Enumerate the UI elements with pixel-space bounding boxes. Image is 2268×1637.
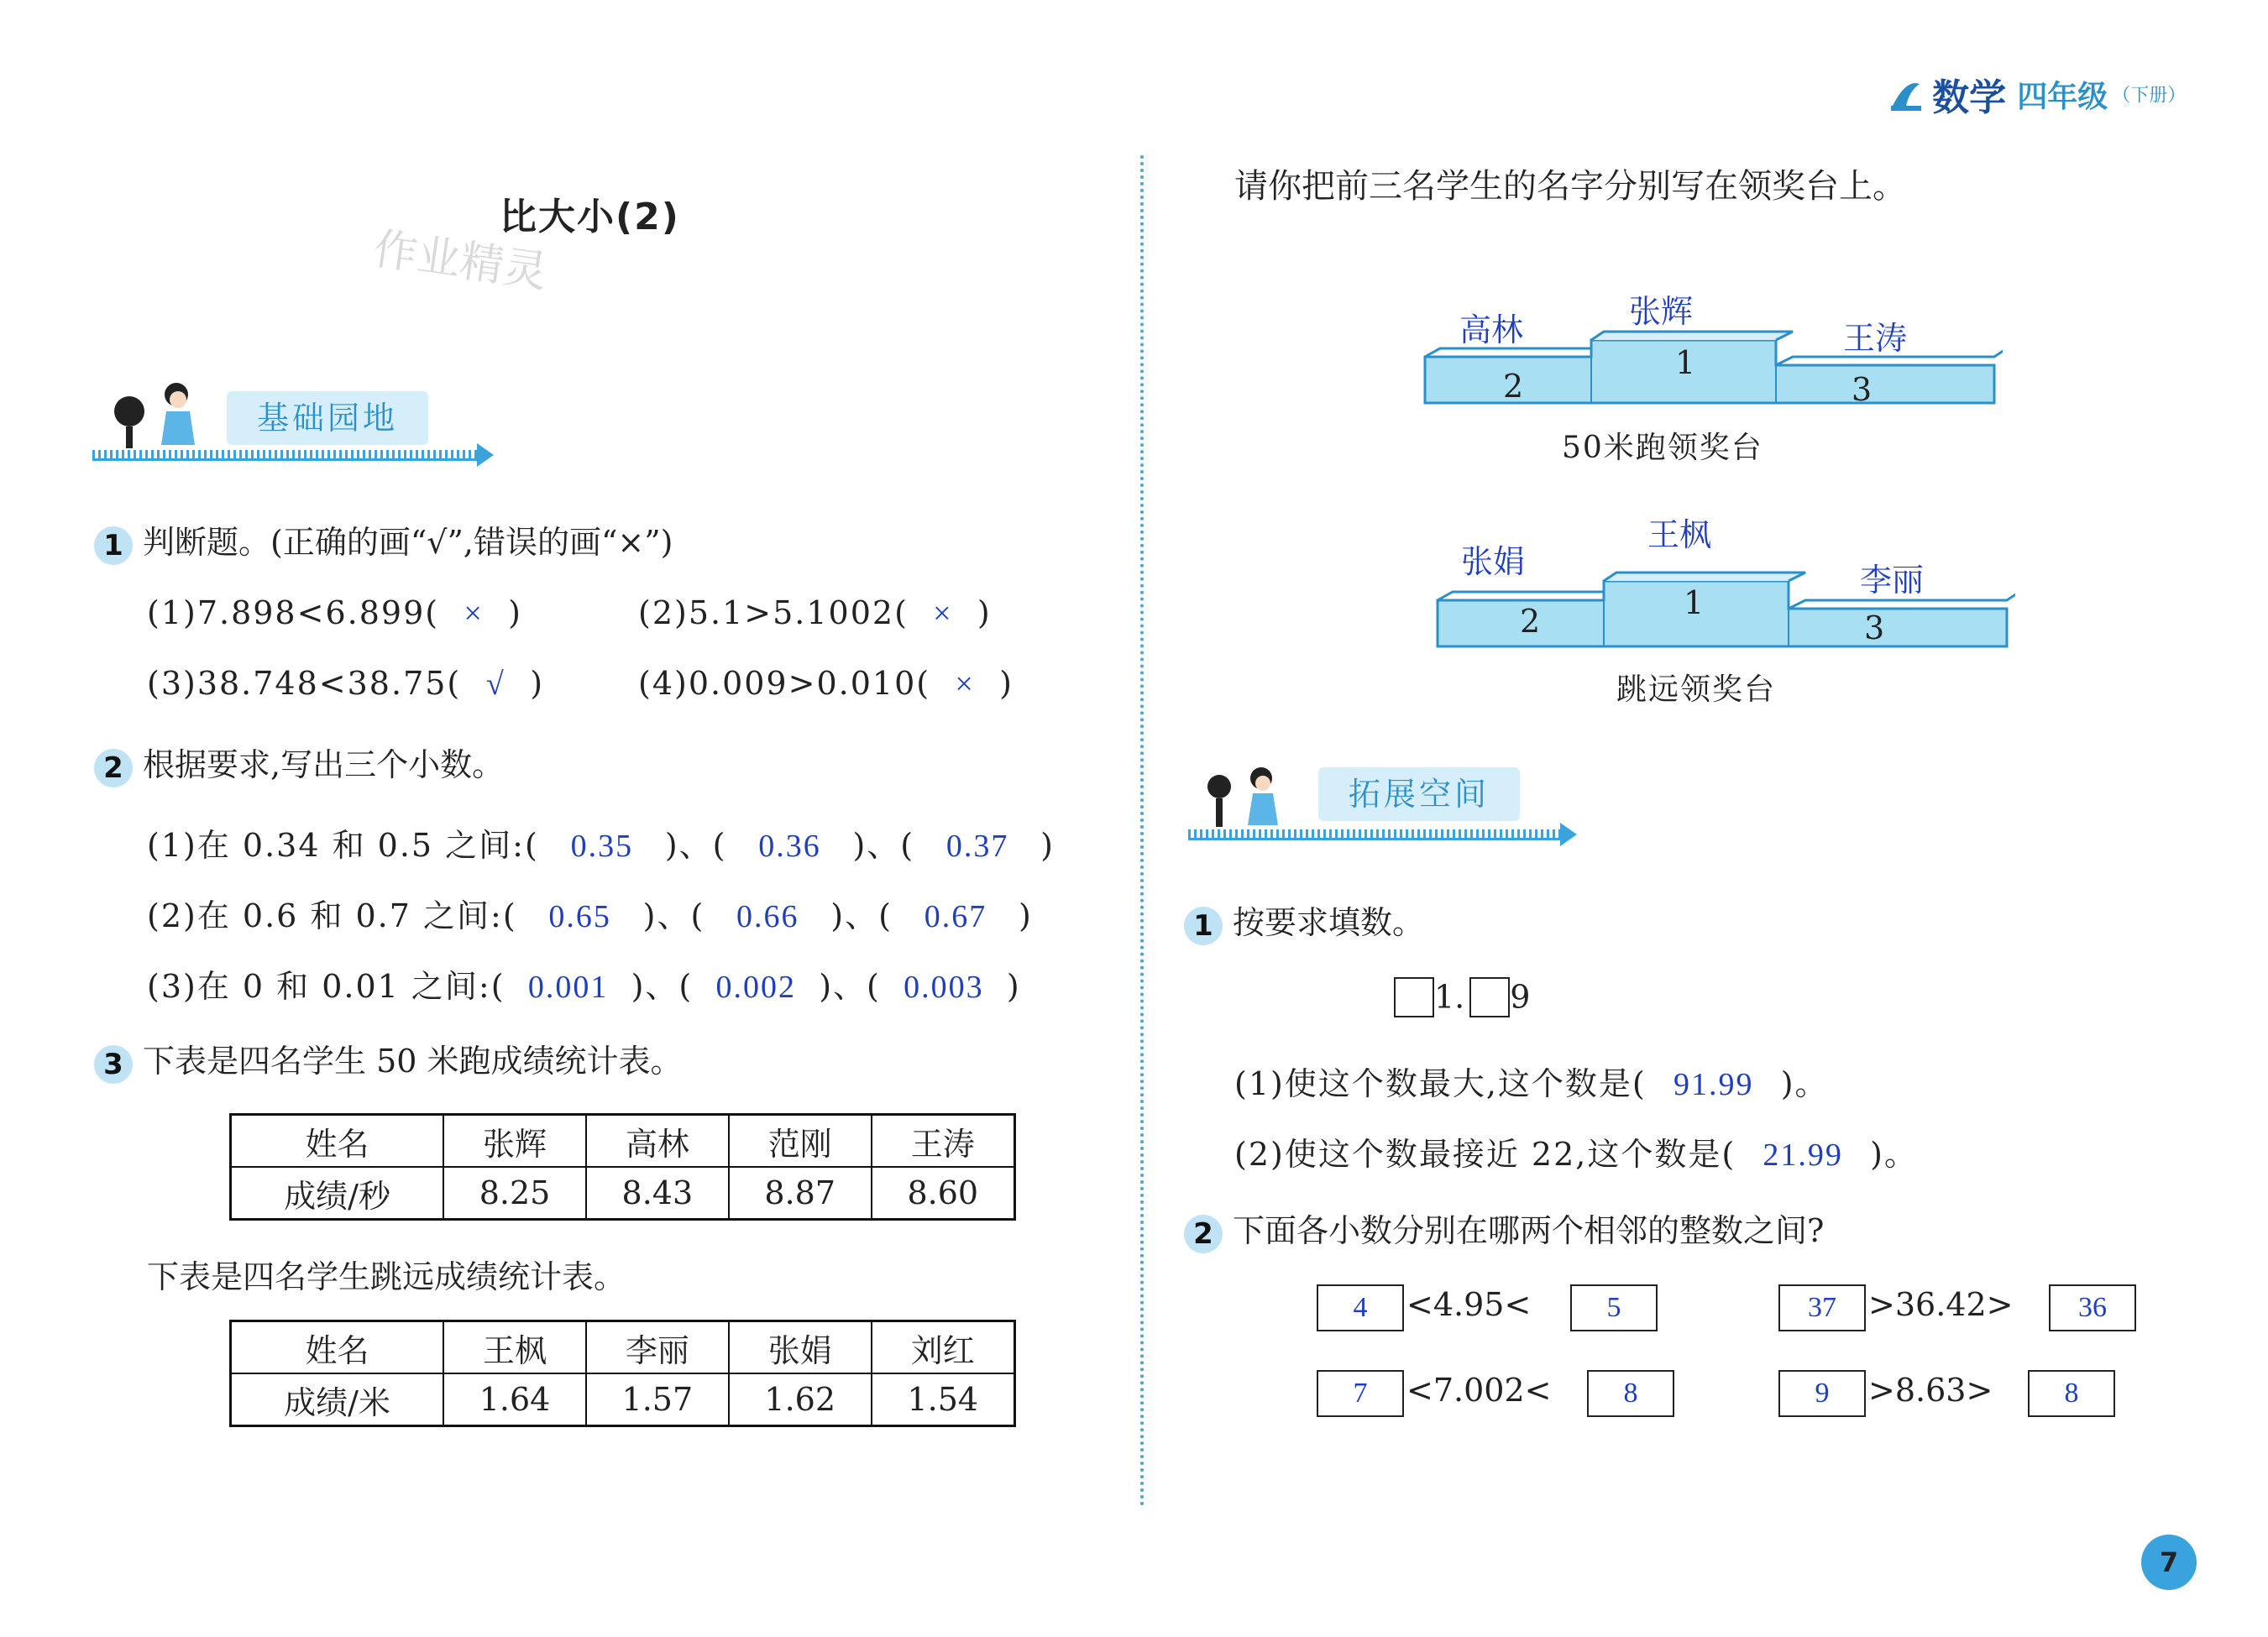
ext2-row3-left-box: 7 xyxy=(1317,1370,1404,1417)
q2-item-3-answer-3: 0.003 xyxy=(904,970,984,1005)
table-cell: 8.25 xyxy=(443,1167,586,1220)
q1-item-2-answer: × xyxy=(933,596,953,631)
podium-run-first-name: 张辉 xyxy=(1629,293,1694,330)
q1-number: 1 xyxy=(94,526,133,565)
ext2-row2-expr: >36.42> xyxy=(1868,1286,2014,1323)
table-cell: 姓名 xyxy=(231,1321,444,1374)
q1-item-1-text: (1)7.898<6.899( xyxy=(147,594,440,631)
q2-item-1-answer-1: 0.35 xyxy=(570,829,634,864)
table-cell: 张辉 xyxy=(443,1115,586,1168)
ext2-row1-expr: <4.95< xyxy=(1406,1286,1532,1323)
ext2-row2-right-box: 36 xyxy=(2049,1284,2136,1331)
q2-item-1: (1)在 0.34 和 0.5 之间:( 0.35 )、( 0.36 )、( 0.37 ) xyxy=(147,827,1055,864)
q1-item-3-close: ) xyxy=(530,665,545,702)
q2-prompt-text: 根据要求,写出三个小数。 xyxy=(143,746,505,783)
q1-item-2-text: (2)5.1>5.1002( xyxy=(638,594,909,631)
q1-item-1-answer: × xyxy=(464,596,484,631)
table-cell: 王涛 xyxy=(872,1115,1015,1168)
q2-item-1-text: (1)在 0.34 和 0.5 之间: xyxy=(147,827,525,864)
table-cell: 8.87 xyxy=(729,1167,872,1220)
run-score-table xyxy=(229,1113,1016,1221)
ext1-item-2-text: (2)使这个数最接近 22,这个数是( xyxy=(1234,1136,1736,1173)
q1-item-2-close: ) xyxy=(977,594,992,631)
ext1-pattern xyxy=(1394,975,1530,1017)
ext2-row1-left-box: 4 xyxy=(1317,1284,1404,1331)
girl-mascot-icon xyxy=(107,378,217,453)
table-cell: 1.62 xyxy=(729,1373,872,1426)
ext2-row1-right-box: 5 xyxy=(1570,1284,1658,1331)
q2-item-3-answer-1: 0.001 xyxy=(527,970,609,1005)
q1-prompt xyxy=(94,516,673,565)
podium-jump-n3: 3 xyxy=(1864,609,1885,646)
blank-box xyxy=(1394,977,1434,1017)
header-grade: 四年级 xyxy=(2017,78,2108,114)
ext1-pattern-end: 9 xyxy=(1510,978,1531,1016)
ext2-number: 2 xyxy=(1184,1215,1223,1253)
blank-box xyxy=(1469,977,1510,1017)
section-ruler-basic xyxy=(92,450,479,461)
q1-item-1 xyxy=(147,594,522,632)
ext2-prompt xyxy=(1184,1205,1824,1253)
q1-item-3-answer: √ xyxy=(485,667,505,702)
table-cell: 8.43 xyxy=(586,1167,729,1220)
table-cell: 刘红 xyxy=(872,1321,1015,1374)
podium-run-n3: 3 xyxy=(1852,371,1873,408)
section-ruler-extension xyxy=(1188,829,1562,840)
table-cell: 1.57 xyxy=(586,1373,729,1426)
jump-score-table xyxy=(229,1320,1016,1427)
q3-prompt-2: 下表是四名学生跳远成绩统计表。 xyxy=(147,1258,626,1295)
q2-number: 2 xyxy=(94,749,133,787)
podium-prompt: 请你把前三名学生的名字分别写在领奖台上。 xyxy=(1234,167,1906,206)
ruler-arrow-icon xyxy=(1560,823,1577,846)
ext1-item-1 xyxy=(1234,1058,1829,1104)
ruler-arrow-icon xyxy=(477,443,494,467)
q2-item-2-answer-3: 0.67 xyxy=(924,899,987,934)
page-title: 比大小(2) xyxy=(500,196,680,238)
ext2-row3-right-box: 8 xyxy=(1587,1370,1674,1417)
table-cell: 成绩/米 xyxy=(231,1373,444,1426)
q2-item-1-answer-3: 0.37 xyxy=(945,829,1009,864)
podium-jump-caption: 跳远领奖台 xyxy=(1616,672,1777,707)
ext1-item-1-answer: 91.99 xyxy=(1673,1067,1754,1102)
table-row xyxy=(231,1167,1015,1220)
ext1-pattern-mid: 1. xyxy=(1434,978,1465,1016)
table-cell: 高林 xyxy=(586,1115,729,1168)
podium-run-n1: 1 xyxy=(1675,344,1696,381)
ext1-item-2 xyxy=(1234,1128,1918,1174)
q2-item-1-answer-2: 0.36 xyxy=(758,829,821,864)
section-banner-extension: 拓展空间 xyxy=(1318,767,1520,821)
center-divider xyxy=(1140,155,1144,1507)
q1-item-1-close: ) xyxy=(508,594,522,631)
table-cell: 王枫 xyxy=(443,1321,586,1374)
podium-jump-first-name: 王枫 xyxy=(1647,516,1712,553)
boy-mascot-icon xyxy=(1201,760,1302,835)
table-row xyxy=(231,1115,1015,1168)
podium-run-caption: 50米跑领奖台 xyxy=(1562,431,1763,465)
table-cell: 成绩/秒 xyxy=(231,1167,444,1220)
podium-jump-n2: 2 xyxy=(1520,603,1541,640)
q2-item-2-answer-1: 0.65 xyxy=(548,899,611,934)
table-cell: 范刚 xyxy=(729,1115,872,1168)
q2-item-2-answer-2: 0.66 xyxy=(736,899,799,934)
ext1-item-2-answer: 21.99 xyxy=(1763,1138,1843,1173)
ext2-prompt-text: 下面各小数分别在哪两个相邻的整数之间? xyxy=(1233,1212,1825,1249)
table-cell: 姓名 xyxy=(231,1115,444,1168)
q1-item-3 xyxy=(147,665,544,703)
header-subject: 数学 xyxy=(1932,76,2007,119)
page-number xyxy=(2141,1535,2197,1590)
watermark: 作业精灵 xyxy=(370,223,551,299)
table-cell: 张娟 xyxy=(729,1321,872,1374)
table-cell: 1.64 xyxy=(443,1373,586,1426)
table-row xyxy=(231,1321,1015,1374)
ext2-row4-right-box: 8 xyxy=(2028,1370,2115,1417)
q2-item-2: (2)在 0.6 和 0.7 之间:( 0.65 )、( 0.66 )、( 0.67 ) xyxy=(147,897,1033,934)
podium-jump-third-name: 李丽 xyxy=(1860,562,1925,599)
ext1-number: 1 xyxy=(1184,907,1223,945)
q1-item-4 xyxy=(638,665,1014,703)
podium-run-third-name: 王涛 xyxy=(1843,320,1908,357)
q1-item-2 xyxy=(638,594,992,632)
book-logo-icon xyxy=(1889,76,1923,112)
q1-item-4-text: (4)0.009>0.010( xyxy=(638,665,931,702)
q2-prompt xyxy=(94,739,504,787)
ext2-row2-left-box: 37 xyxy=(1778,1284,1866,1331)
q1-item-4-close: ) xyxy=(999,665,1014,702)
q1-prompt-text: 判断题。(正确的画“√”,错误的画“×”) xyxy=(143,524,673,561)
ext1-prompt-text: 按要求填数。 xyxy=(1233,904,1425,941)
header-volume: （下册） xyxy=(2112,85,2187,107)
section-banner-basic: 基础园地 xyxy=(227,391,428,445)
podium-jump-n1: 1 xyxy=(1684,584,1705,621)
q3-prompt xyxy=(94,1035,683,1084)
podium-jump-second-name: 张娟 xyxy=(1461,543,1526,580)
q3-prompt-text: 下表是四名学生 50 米跑成绩统计表。 xyxy=(143,1043,683,1080)
ext1-prompt xyxy=(1184,897,1424,945)
q1-item-4-answer: × xyxy=(955,667,975,702)
podium-run-n2: 2 xyxy=(1503,368,1524,405)
q2-item-3-text: (3)在 0 和 0.01 之间: xyxy=(147,968,491,1005)
page-number-text: 7 xyxy=(2159,1546,2179,1578)
q3-number: 3 xyxy=(94,1045,133,1084)
ext1-item-1-text: (1)使这个数最大,这个数是( xyxy=(1234,1065,1647,1102)
table-cell: 李丽 xyxy=(586,1321,729,1374)
q2-item-3-answer-2: 0.002 xyxy=(715,970,796,1005)
table-cell: 1.54 xyxy=(872,1373,1015,1426)
table-cell: 8.60 xyxy=(872,1167,1015,1220)
ext2-row3-expr: <7.002< xyxy=(1406,1372,1552,1409)
q1-item-3-text: (3)38.748<38.75( xyxy=(147,665,462,702)
ext1-item-2-close: )。 xyxy=(1870,1136,1918,1173)
book-header xyxy=(1889,67,2186,121)
ext1-item-1-close: )。 xyxy=(1780,1065,1829,1102)
q2-item-3: (3)在 0 和 0.01 之间:( 0.001 )、( 0.002 )、( 0.003 ) xyxy=(147,968,1021,1005)
ext2-row4-left-box: 9 xyxy=(1778,1370,1866,1417)
podium-run-second-name: 高林 xyxy=(1459,311,1524,348)
table-row xyxy=(231,1373,1015,1426)
ext2-row4-expr: >8.63> xyxy=(1868,1372,1993,1409)
q2-item-2-text: (2)在 0.6 和 0.7 之间: xyxy=(147,897,503,934)
